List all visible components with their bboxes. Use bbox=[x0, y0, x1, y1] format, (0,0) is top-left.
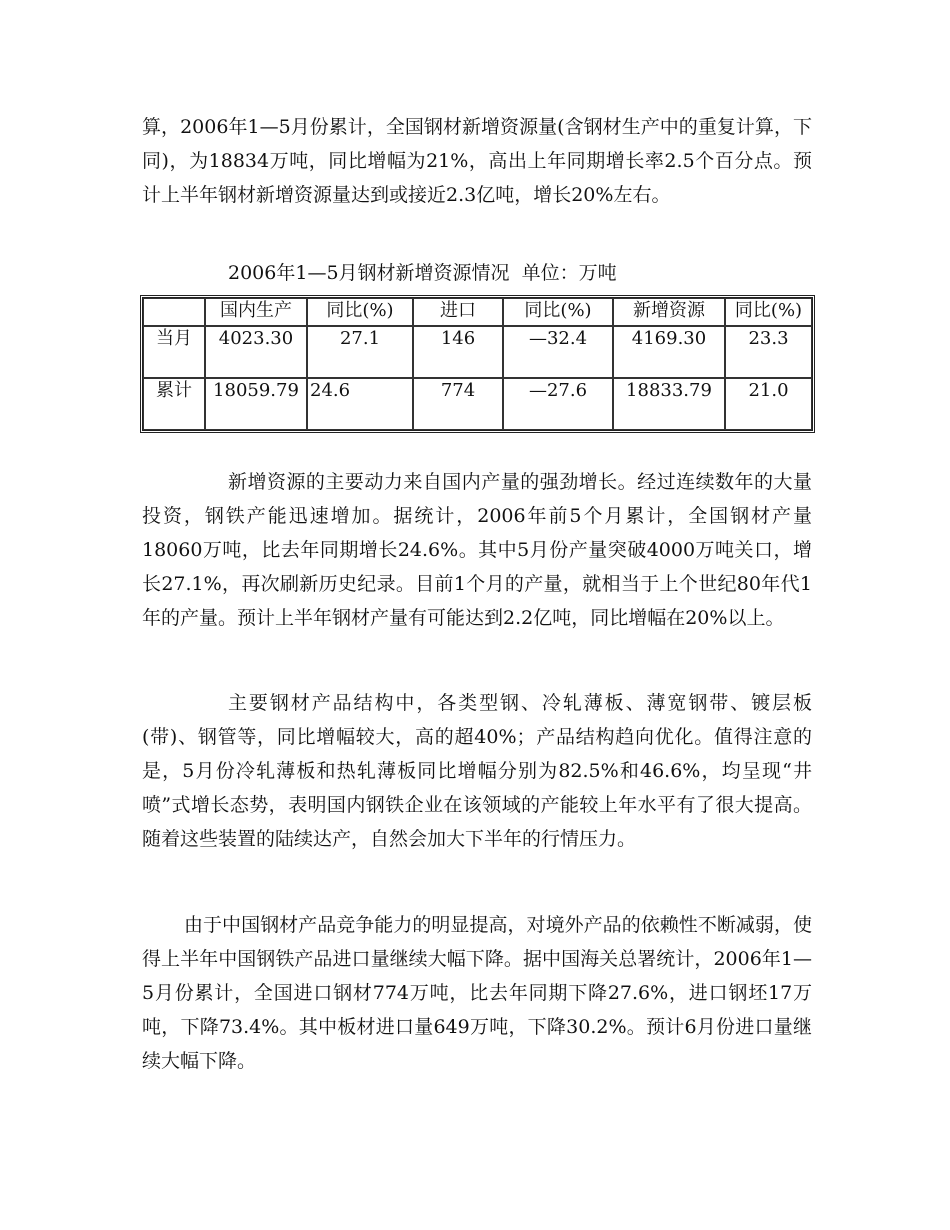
header-cell-new-resources-yoy: 同比(%) bbox=[725, 298, 812, 326]
paragraph-imports: 由于中国钢材产品竞争能力的明显提高，对境外产品的依赖性不断减弱，使得上半年中国钢铁产品进口量继续大幅下降。据中国海关总署统计，2006年1—5月份累计，全国进口钢材774万吨，比去年同期下降27.6%，进口钢坯17万吨，下降73.4%。其中板材进口量649万吨，下降30.2%。预计6月份进口量继续大幅下降。 bbox=[142, 914, 812, 1072]
cell-new-resources-yoy: 21.0 bbox=[725, 378, 812, 430]
steel-resource-table bbox=[140, 295, 815, 433]
cell-imports: 774 bbox=[413, 378, 503, 430]
header-cell-imports: 进口 bbox=[413, 298, 503, 326]
cell-imports-yoy: —27.6 bbox=[503, 378, 613, 430]
header-cell-domestic: 国内生产 bbox=[205, 298, 307, 326]
row-label: 累计 bbox=[143, 378, 205, 430]
cell-new-resources: 18833.79 bbox=[613, 378, 725, 430]
header-cell-empty bbox=[143, 298, 205, 326]
row-label: 当月 bbox=[143, 326, 205, 378]
table-caption: 2006年1—5月钢材新增资源情况 单位：万吨 bbox=[228, 262, 617, 284]
cell-imports: 146 bbox=[413, 326, 503, 378]
paragraph-domestic-output: 新增资源的主要动力来自国内产量的强劲增长。经过连续数年的大量投资，钢铁产能迅速增加。据统计，2006年前5个月累计，全国钢材产量18060万吨，比去年同期增长24.6%。其中5月份产量突破4000万吨关口，增长27.1%，再次刷新历史纪录。目前1个月的产量，就相当于上个世纪80年代1年的产量。预计上半年钢材产量有可能达到2.2亿吨，同比增幅在20%以上。 bbox=[142, 471, 812, 629]
header-cell-domestic-yoy: 同比(%) bbox=[307, 298, 413, 326]
paragraph-product-structure: 主要钢材产品结构中，各类型钢、冷轧薄板、薄宽钢带、镀层板(带)、钢管等，同比增幅较大，高的超40%；产品结构趋向优化。值得注意的是，5月份冷轧薄板和热轧薄板同比增幅分别为82.5%和46.6%，均呈现“井喷”式增长态势，表明国内钢铁企业在该领域的产能较上年水平有了很大提高。随着这些装置的陆续达产，自然会加大下半年的行情压力。 bbox=[142, 692, 812, 850]
cell-domestic: 18059.79 bbox=[205, 378, 307, 430]
cell-domestic: 4023.30 bbox=[205, 326, 307, 378]
cell-new-resources: 4169.30 bbox=[613, 326, 725, 378]
table-header-row bbox=[143, 298, 812, 326]
table-row bbox=[143, 326, 812, 378]
table-row bbox=[143, 378, 812, 430]
cell-domestic-yoy: 24.6 bbox=[307, 378, 413, 430]
cell-domestic-yoy: 27.1 bbox=[307, 326, 413, 378]
header-cell-imports-yoy: 同比(%) bbox=[503, 298, 613, 326]
paragraph-resource-summary: 算，2006年1—5月份累计，全国钢材新增资源量(含钢材生产中的重复计算，下同)，为18834万吨，同比增幅为21%，高出上年同期增长率2.5个百分点。预计上半年钢材新增资源量达到或接近2.3亿吨，增长20%左右。 bbox=[142, 116, 812, 206]
cell-new-resources-yoy: 23.3 bbox=[725, 326, 812, 378]
header-cell-new-resources: 新增资源 bbox=[613, 298, 725, 326]
cell-imports-yoy: —32.4 bbox=[503, 326, 613, 378]
